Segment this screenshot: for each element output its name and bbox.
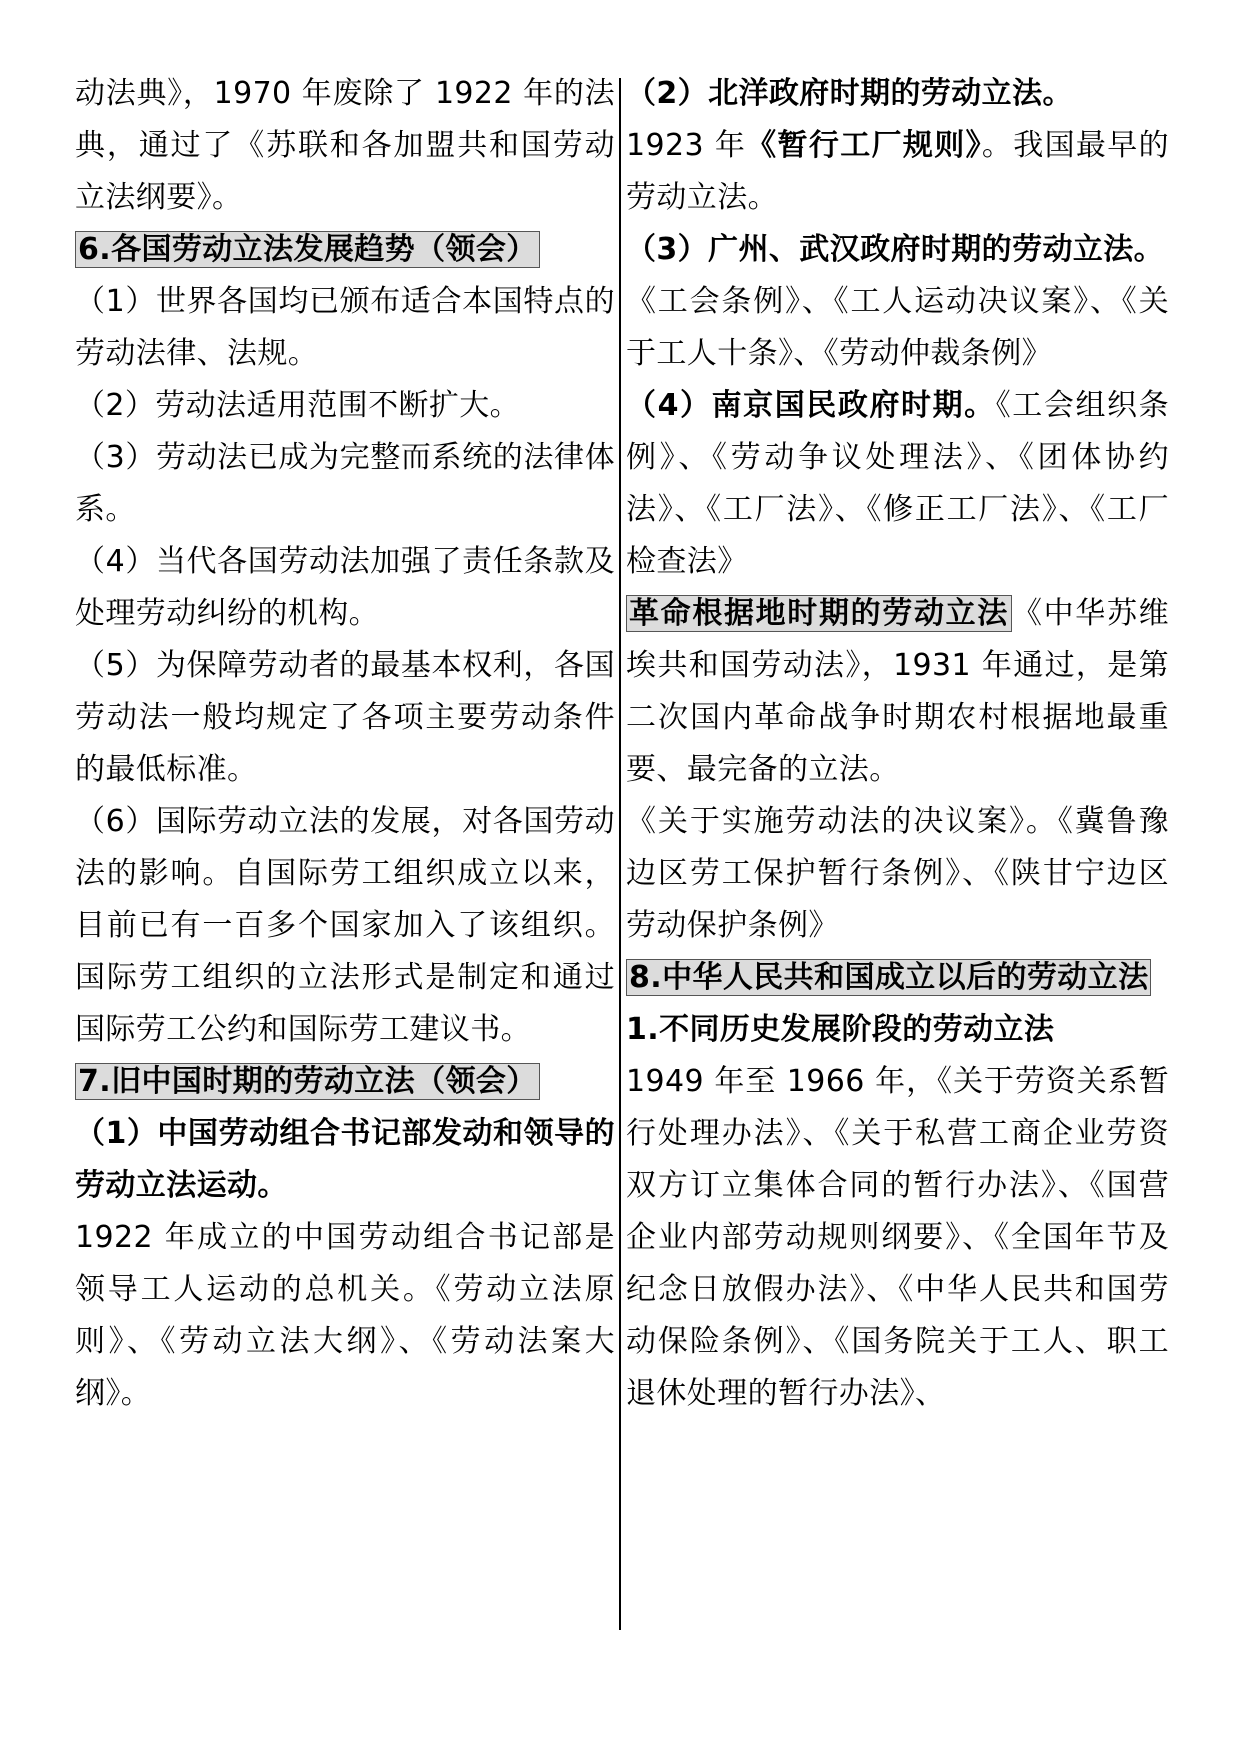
subheading-historical-stages: 1.不同历史发展阶段的劳动立法 [626,1012,1055,1047]
right-column [626,68,1169,1420]
paragraph-1949-1966: 1949 年至 1966 年，《关于劳资关系暂行处理办法》、《关于私营工商企业劳资双方订立集体合同的暂行办法》、《国营企业内部劳动规则纲要》、《全国年节及纪念日放假办法》、《中华人民共和国劳动保险条例》、《国务院关于工人、职工退休处理的暂行办法》、 [626,1064,1169,1411]
beiyang-factory-rules: 《暂行工厂规则》 [746,128,982,163]
paragraph-nanjing [626,380,1169,588]
trend-item-2: （2）劳动法适用范围不断扩大。 [75,388,521,423]
paragraph-border-region-laws: 《关于实施劳动法的决议案》。《冀鲁豫边区劳工保护暂行条例》、《陕甘宁边区劳动保护条例》 [626,804,1169,943]
paragraph-labor-secretariat: 1922 年成立的中国劳动组合书记部是领导工人运动的总机关。《劳动立法原则》、《劳动立法大纲》、《劳动法案大纲》。 [75,1220,615,1411]
paragraph-guangzhou-wuhan: 《工会条例》、《工人运动决议案》、《关于工人十条》、《劳动仲裁条例》 [626,284,1169,371]
beiyang-note: 。我国最早的劳动立法。 [626,128,1169,215]
heading-section-7 [75,1056,615,1108]
heading-section-7-label: 7.旧中国时期的劳动立法（领会） [75,1063,540,1100]
trend-item-4: （4）当代各国劳动法加强了责任条款及处理劳动纠纷的机构。 [75,544,615,631]
trend-item-3: （3）劳动法已成为完整而系统的法律体系。 [75,440,615,527]
subheading-guangzhou-wuhan: （3）广州、武汉政府时期的劳动立法。 [626,232,1165,267]
beiyang-year: 1923 年 [626,128,747,163]
trend-item-1: （1）世界各国均已颁布适合本国特点的劳动法律、法规。 [75,284,615,371]
heading-section-8 [626,952,1169,1004]
heading-section-8-label: 8.中华人民共和国成立以后的劳动立法 [626,959,1151,996]
subheading-nanjing: （4）南京国民政府时期。 [626,388,996,423]
left-column [75,68,615,1420]
subheading-labor-secretariat: （1）中国劳动组合书记部发动和领导的劳动立法运动。 [75,1116,615,1203]
heading-section-6 [75,224,615,276]
heading-section-6-label: 6.各国劳动立法发展趋势（领会） [75,231,540,268]
heading-revolutionary-base: 革命根据地时期的劳动立法 [626,595,1012,632]
paragraph-revolutionary-base [626,588,1169,796]
trend-item-5: （5）为保障劳动者的最基本权利，各国劳动法一般均规定了各项主要劳动条件的最低标准。 [75,648,615,787]
paragraph-soviet-code: 动法典》，1970 年废除了 1922 年的法典，通过了《苏联和各加盟共和国劳动立法纲要》。 [75,76,615,215]
paragraph-beiyang [626,120,1169,224]
trend-item-6: （6）国际劳动立法的发展，对各国劳动法的影响。自国际劳工组织成立以来，目前已有一百多个国家加入了该组织。国际劳工组织的立法形式是制定和通过国际劳工公约和国际劳工建议书。 [75,804,615,1047]
subheading-beiyang: （2）北洋政府时期的劳动立法。 [626,76,1073,111]
revolutionary-base-text: 《中华苏维埃共和国劳动法》，1931 年通过，是第二次国内革命战争时期农村根据地最重要、最完备的立法。 [626,596,1169,787]
column-divider [619,78,621,1630]
nanjing-laws: 《工会组织条例》、《劳动争议处理法》、《团体协约法》、《工厂法》、《修正工厂法》、《工厂检查法》 [626,388,1169,579]
